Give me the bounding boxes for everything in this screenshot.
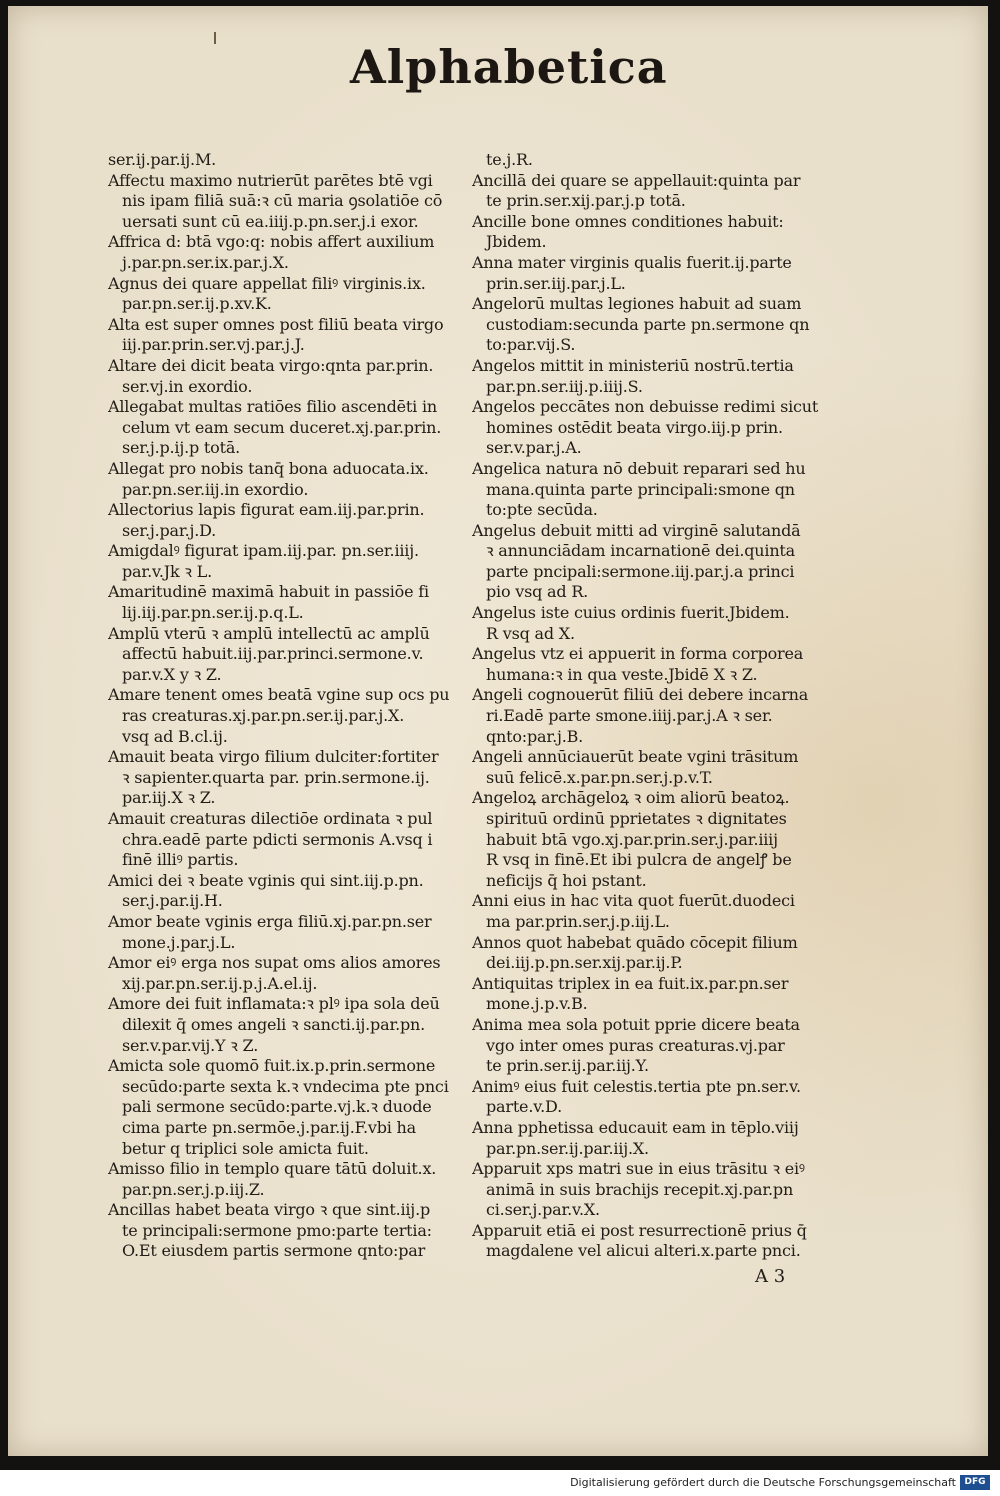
index-line: te principali:sermone pmo:parte tertia:	[122, 1220, 432, 1240]
index-line: to:par.vij.S.	[486, 335, 576, 355]
index-line: Angeli cognouerūt filiū dei debere incarna	[472, 685, 809, 705]
index-line: Anima mea sola potuit pprie dicere beata	[472, 1014, 800, 1034]
index-line: par.v.Jk ꝛ L.	[122, 561, 212, 581]
index-line: mone.j.p.v.B.	[486, 994, 588, 1014]
index-line: Anna pphetissa educauit eam in tēplo.viij	[472, 1117, 799, 1137]
index-line: Angeloꝝ archāgeloꝝ ꝛ oim aliorū beatoꝝ.	[472, 788, 790, 808]
index-line: cima parte pn.sermōe.j.par.ij.F.vbi ha	[122, 1117, 417, 1137]
index-line: Ancillas habet beata virgo ꝛ que sint.iij.p	[108, 1200, 430, 1220]
index-line: R vsq ad X.	[486, 623, 575, 643]
index-line: ser.v.par.j.A.	[486, 438, 582, 458]
index-line: O.Et eiusdem partis sermone qnto:par	[122, 1241, 426, 1261]
index-line: par.pn.ser.ij.p.xv.K.	[122, 294, 272, 314]
index-line: suū felicē.x.par.pn.ser.j.p.v.T.	[486, 767, 713, 787]
index-line: lij.iij.par.pn.ser.ij.p.q.L.	[122, 603, 304, 623]
index-line: Affrica d: btā vgo:q: nobis affert auxilium	[108, 232, 435, 252]
index-line: iij.par.prin.ser.vj.par.j.J.	[122, 335, 305, 355]
index-line: Jbidem.	[486, 232, 547, 252]
index-line: Angelica natura nō debuit reparari sed hu	[472, 458, 806, 478]
index-line: par.pn.ser.ij.par.iij.X.	[486, 1138, 649, 1158]
index-line: Amplū vterū ꝛ amplū intellectū ac amplū	[108, 623, 430, 643]
index-line: Ancille bone omnes conditiones habuit:	[472, 211, 784, 231]
index-line: xij.par.pn.ser.ij.p.j.A.el.ij.	[122, 973, 318, 993]
index-line: Amigdalꝰ figurat ipam.iij.par. pn.ser.iiij.	[108, 541, 419, 561]
page-mark	[214, 32, 216, 44]
index-line: parte.v.D.	[486, 1097, 562, 1117]
index-line: ser.v.par.vij.Y ꝛ Z.	[122, 1035, 259, 1055]
index-line: Amare tenent omes beatā vgine sup ocs pu	[108, 685, 450, 705]
index-line: j.par.pn.ser.ix.par.j.X.	[122, 252, 289, 272]
index-line: Angeli annūciauerūt beate vgini trāsitum	[472, 747, 799, 767]
index-line: Agnus dei quare appellat filiꝰ virginis.ix.	[108, 273, 426, 293]
index-line: mone.j.par.j.L.	[122, 932, 236, 952]
index-line: spirituū ordinū pprietates ꝛ dignitates	[486, 809, 787, 828]
index-line: Allegabat multas ratiōes filio ascendēti in	[108, 397, 437, 417]
signature-mark: A 3	[755, 1266, 786, 1287]
index-line: ꝛ sapienter.quarta par. prin.sermone.ij.	[122, 767, 430, 787]
index-line: ser.j.par.ij.H.	[122, 891, 223, 911]
index-line: nis ipam filiā suā:ꝛ cū maria ꝯsolatiōe cō	[122, 191, 443, 211]
index-line: affectū habuit.iij.par.princi.sermone.v.	[122, 644, 424, 664]
footer-bar	[0, 1470, 1000, 1496]
index-line: Angelos mittit in ministeriū nostrū.tertia	[472, 355, 794, 375]
index-line: te.j.R.	[486, 150, 533, 169]
left-column	[108, 150, 458, 1262]
index-line: Amore dei fuit inflamata:ꝛ plꝰ ipa sola deū	[108, 994, 440, 1014]
index-line: Amor eiꝰ erga nos supat oms alios amores	[108, 953, 441, 973]
index-line: Amisso filio in templo quare tātū doluit.x.	[108, 1159, 437, 1179]
index-line: Anni eius in hac vita quot fuerūt.duodeci	[472, 891, 795, 911]
index-line: Amaritudinē maximā habuit in passiōe fi	[108, 582, 429, 602]
index-line: par.pn.ser.iij.p.iiij.S.	[486, 376, 643, 396]
index-line: par.v.X y ꝛ Z.	[122, 664, 222, 684]
index-line: ras creaturas.xj.par.pn.ser.ij.par.j.X.	[122, 706, 405, 726]
index-line: Amor beate vginis erga filiū.xj.par.pn.ser	[108, 911, 432, 931]
index-line: finē illiꝰ partis.	[122, 850, 239, 870]
index-line: par.pn.ser.iij.in exordio.	[122, 479, 309, 499]
index-line: pali sermone secūdo:parte.vj.k.ꝛ duode	[122, 1097, 432, 1117]
index-line: uersati sunt cū ea.iiij.p.pn.ser.j.i exor.	[122, 211, 419, 231]
index-line: custodiam:secunda parte pn.sermone qn	[486, 314, 810, 334]
dfg-logo: DFG	[960, 1475, 990, 1490]
index-line: mana.quinta parte principali:smone qn	[486, 479, 795, 499]
page-header: Alphabetica	[350, 40, 668, 94]
index-line: magdalene vel alicui alteri.x.parte pnci.	[486, 1241, 801, 1261]
index-line: to:pte secūda.	[486, 500, 598, 520]
index-line: habuit btā vgo.xj.par.prin.ser.j.par.iiij	[486, 829, 778, 849]
index-line: Amicta sole quomō fuit.ix.p.prin.sermone	[108, 1056, 436, 1076]
index-line: Angelorū multas legiones habuit ad suam	[472, 294, 802, 314]
index-line: Animꝰ eius fuit celestis.tertia pte pn.ser.v.	[472, 1076, 801, 1096]
index-line: par.pn.ser.j.p.iij.Z.	[122, 1179, 265, 1199]
index-line: parte pncipali:sermone.iij.par.j.a princi	[486, 561, 795, 581]
index-line: betur q triplici sole amicta fuit.	[122, 1138, 369, 1158]
index-line: R vsq in finē.Et ibi pulcra de angelꝭ be	[486, 850, 792, 870]
index-line: Amauit beata virgo filium dulciter:fortiter	[108, 747, 439, 767]
index-line: Anna mater virginis qualis fuerit.ij.parte	[472, 252, 792, 272]
index-line: ma par.prin.ser.j.p.iij.L.	[486, 911, 670, 931]
index-line: Angelus debuit mitti ad virginē salutandā	[472, 520, 801, 540]
index-line: Angelus vtz ei appuerit in forma corporea	[472, 644, 804, 664]
index-line: Amauit creaturas dilectiōe ordinata ꝛ pul	[108, 809, 433, 828]
index-line: pio vsq ad R.	[486, 582, 589, 602]
index-line: neficijs q̄ hoi pstant.	[486, 870, 647, 890]
index-line: dei.iij.p.pn.ser.xij.par.ij.P.	[486, 953, 683, 973]
index-line: prin.ser.iij.par.j.L.	[486, 273, 626, 293]
index-line: ser.ij.par.ij.M.	[108, 150, 217, 169]
index-line: vsq ad B.cl.ij.	[122, 726, 228, 746]
index-line: ci.ser.j.par.v.X.	[486, 1200, 600, 1220]
index-line: Antiquitas triplex in ea fuit.ix.par.pn.ser	[472, 973, 789, 993]
index-line: qnto:par.j.B.	[486, 726, 584, 746]
index-line: ꝛ annunciādam incarnationē dei.quinta	[486, 541, 795, 561]
index-line: vgo inter omes puras creaturas.vj.par	[486, 1035, 785, 1055]
index-line: secūdo:parte sexta k.ꝛ vndecima pte pnci	[122, 1076, 449, 1096]
index-line: ser.j.par.j.D.	[122, 520, 217, 540]
index-line: Allectorius lapis figurat eam.iij.par.prin.	[108, 500, 425, 520]
index-line: Apparuit xps matri sue in eius trāsitu ꝛ eiꝰ	[472, 1159, 805, 1179]
index-line: Alta est super omnes post filiū beata virgo	[108, 314, 444, 334]
index-line: Affectu maximo nutrierūt parētes btē vgi	[108, 170, 433, 190]
footer-credit: Digitalisierung gefördert durch die Deutsche Forschungsgemeinschaft	[570, 1476, 956, 1489]
index-line: ser.j.p.ij.p totā.	[122, 438, 241, 458]
index-line: Angelos peccātes non debuisse redimi sicut	[472, 397, 819, 417]
index-line: par.iij.X ꝛ Z.	[122, 788, 216, 808]
index-line: homines ostēdit beata virgo.iij.p prin.	[486, 417, 783, 437]
right-column	[472, 150, 822, 1262]
index-line: chra.eadē parte pdicti sermonis A.vsq i	[122, 829, 433, 849]
index-line: Angelus iste cuius ordinis fuerit.Jbidem.	[472, 603, 790, 623]
index-line: ri.Eadē parte smone.iiij.par.j.A ꝛ ser.	[486, 706, 773, 726]
index-line: Allegat pro nobis tanq̄ bona aduocata.ix.	[108, 458, 429, 478]
index-line: celum vt eam secum duceret.xj.par.prin.	[122, 417, 442, 437]
index-line: Annos quot habebat quādo cōcepit filium	[472, 932, 798, 952]
index-line: Amici dei ꝛ beate vginis qui sint.iij.p.pn.	[108, 870, 424, 890]
index-line: Ancillā dei quare se appellauit:quinta par	[472, 170, 801, 190]
index-line: animā in suis brachijs recepit.xj.par.pn	[486, 1179, 794, 1199]
index-line: te prin.ser.xij.par.j.p totā.	[486, 191, 686, 211]
index-line: ser.vj.in exordio.	[122, 376, 253, 396]
index-line: te prin.ser.ij.par.iij.Y.	[486, 1056, 649, 1076]
index-line: Altare dei dicit beata virgo:qnta par.prin.	[108, 355, 434, 375]
index-line: Apparuit etiā ei post resurrectionē prius q̄	[472, 1220, 807, 1240]
index-line: humana:ꝛ in qua veste.Jbidē X ꝛ Z.	[486, 664, 758, 684]
index-line: dilexit q̄ omes angeli ꝛ sancti.ij.par.pn.	[122, 1014, 426, 1034]
